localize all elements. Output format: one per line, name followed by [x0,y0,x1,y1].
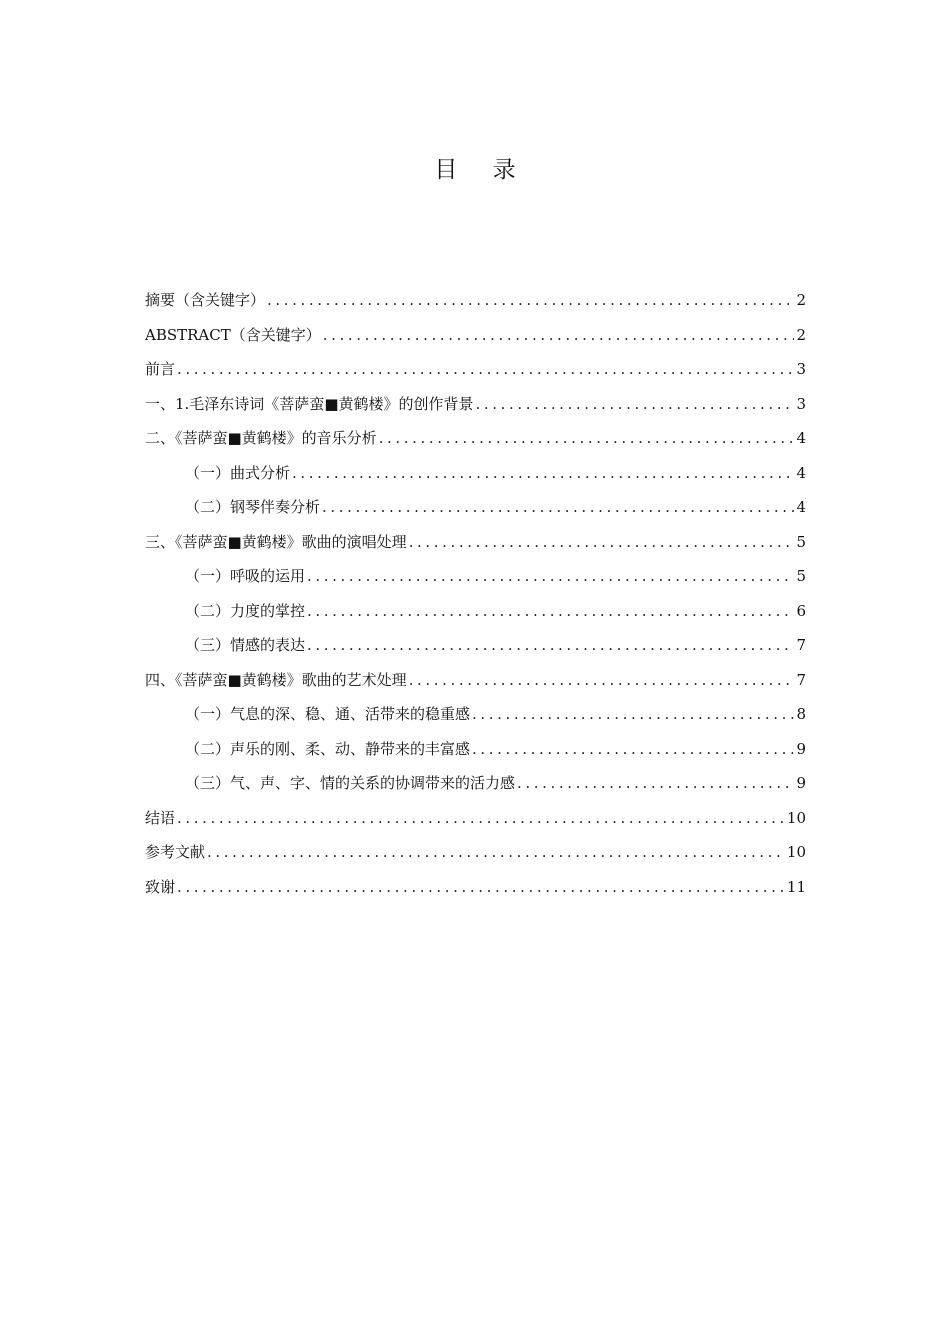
dot-leader [379,421,795,456]
toc-entry-chapter-3-1[interactable] [145,559,806,594]
toc-entry-chapter-1[interactable] [145,387,806,422]
toc-entry-label: 前言 [145,360,176,378]
toc-entry-label: （三）情感的表达 [185,636,306,654]
dot-leader [207,835,785,870]
toc-page-number: 7 [796,636,806,654]
toc-page-number: 9 [796,739,806,758]
toc-entry-label: （二）声乐的刚、柔、动、静带来的丰富感 [185,739,471,758]
toc-entry-label: （一）曲式分析 [185,463,291,482]
toc-entry-label: 三、《菩萨蛮■黄鹤楼》歌曲的演唱处理 [145,532,407,551]
toc-entry-label: （一）呼吸的运用 [185,567,306,585]
dot-leader [177,352,794,387]
toc-entry-chapter-3[interactable] [145,525,806,560]
toc-entry-label: 一、1.毛泽东诗词《菩萨蛮■黄鹤楼》的创作背景 [145,394,474,413]
toc-entry-chapter-3-3[interactable] [145,628,806,663]
toc-page-number: 10 [786,808,806,827]
toc-page-number: 8 [796,705,806,723]
dot-leader [307,594,794,629]
toc-entry-chapter-4-1[interactable] [145,697,806,732]
toc-entry-chapter-3-2[interactable] [145,594,806,629]
toc-page-number: 4 [796,463,806,482]
dot-leader [322,490,794,525]
dot-leader [307,559,794,594]
toc-entry-label: ABSTRACT（含关键字） [145,325,321,344]
toc-page-number: 5 [796,567,806,585]
toc-page-number: 10 [786,843,806,861]
toc-title: 目 录 [434,157,530,184]
toc-entry-label: （三）气、声、字、情的关系的协调带来的活力感 [185,774,516,792]
toc-entry-abstract-en[interactable] [145,318,806,353]
toc-entry-label: 结语 [145,808,176,827]
toc-entry-chapter-4-3[interactable] [145,766,806,801]
toc-entry-preface[interactable] [145,352,806,387]
toc-entry-label: 摘要（含关键字） [145,291,266,309]
toc-entry-conclusion[interactable] [145,801,806,836]
dot-leader [307,628,794,663]
toc-page-number: 4 [796,429,806,447]
toc-page-number: 2 [796,325,806,344]
toc-entry-acknowledgements[interactable] [145,870,806,905]
dot-leader [292,456,794,491]
toc-entry-label: 致谢 [145,877,176,896]
toc-entry-abstract-cn[interactable] [145,283,806,318]
toc-entry-references[interactable] [145,835,806,870]
toc-entry-label: 二、《菩萨蛮■黄鹤楼》的音乐分析 [145,429,377,447]
toc-entry-chapter-2[interactable] [145,421,806,456]
toc-entry-label: （一）气息的深、稳、通、活带来的稳重感 [185,705,471,723]
toc-entry-label: （二）钢琴伴奏分析 [185,498,321,516]
toc-page-number: 3 [796,394,806,413]
dot-leader [409,663,795,698]
dot-leader [267,283,794,318]
toc-entry-chapter-4-2[interactable] [145,732,806,767]
dot-leader [323,318,795,353]
dot-leader [517,766,794,801]
toc-entry-chapter-2-1[interactable] [145,456,806,491]
dot-leader [472,697,794,732]
toc-page-number: 5 [796,532,806,551]
toc-entry-chapter-4[interactable] [145,663,806,698]
toc-page-number: 4 [796,498,806,516]
toc-entry-chapter-2-2[interactable] [145,490,806,525]
toc-entry-label: （二）力度的掌控 [185,601,306,620]
dot-leader [177,801,785,836]
toc-entry-label: 四、《菩萨蛮■黄鹤楼》歌曲的艺术处理 [145,670,407,689]
toc-page-number: 2 [796,291,806,309]
dot-leader [409,525,795,560]
dot-leader [177,870,785,905]
toc-page-number: 6 [796,601,806,620]
toc-list [145,283,806,904]
toc-page-number: 3 [796,360,806,378]
toc-entry-label: 参考文献 [145,843,206,861]
dot-leader [476,387,795,422]
toc-page-number: 9 [796,774,806,792]
toc-page-number: 7 [796,670,806,689]
dot-leader [472,732,794,767]
toc-page-number: 11 [786,877,806,896]
